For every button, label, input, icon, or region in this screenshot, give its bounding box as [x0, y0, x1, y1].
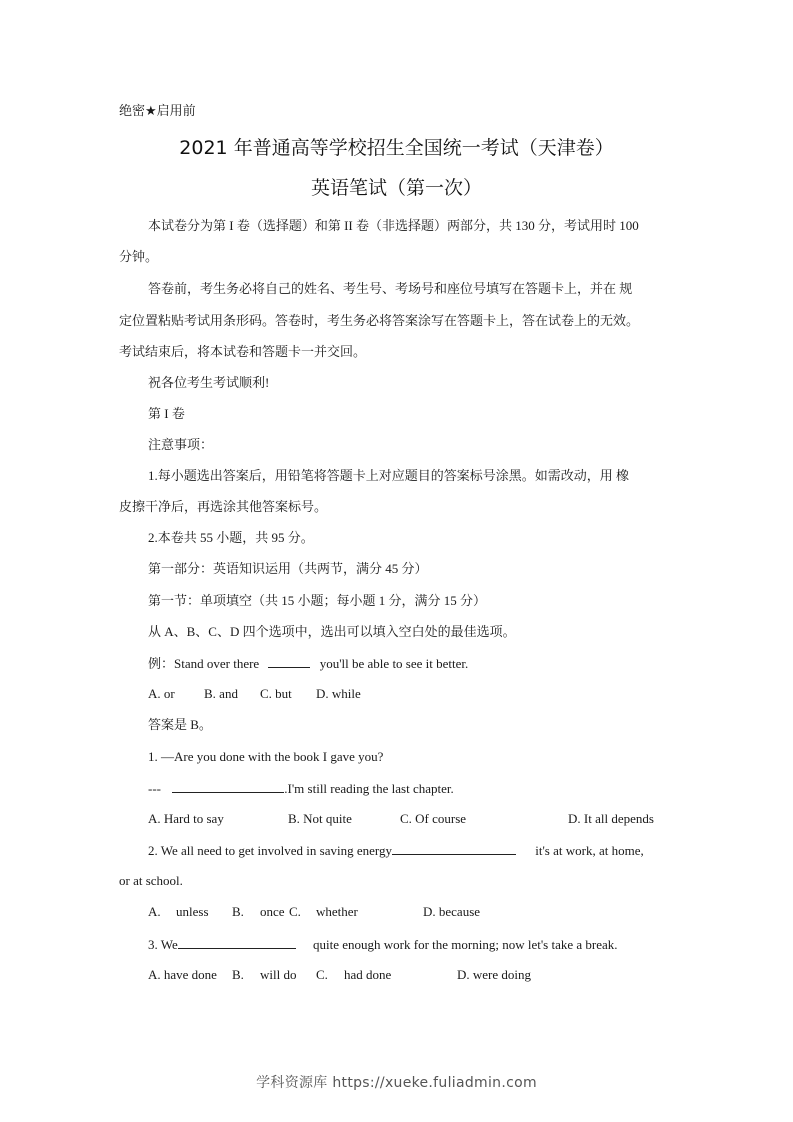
volume-heading: 第 I 卷 — [148, 406, 185, 421]
notice-heading: 注意事项： — [148, 437, 214, 452]
question-1-blank — [172, 780, 284, 793]
question-2-option-c-text: whether — [316, 904, 358, 919]
question-3-option-c-letter: C. — [316, 967, 328, 982]
question-2-option-c-letter: C. — [289, 904, 301, 919]
example-options — [0, 686, 793, 702]
example-option-a: A. or — [148, 686, 175, 701]
notice-item-1-line-1: 1.每小题选出答案后，用铅笔将答题卡上对应题目的答案标号涂黑。如需改动，用 橡 — [148, 468, 630, 483]
question-2-line-2: or at school. — [119, 873, 183, 888]
question-2-option-a-letter: A. — [148, 904, 161, 919]
question-1-option-c: C. Of course — [400, 811, 467, 826]
page-subtitle: 英语笔试（第一次） — [310, 177, 482, 199]
example-option-c: C. but — [260, 686, 292, 701]
intro-paragraph-2-line-3: 考试结束后，将本试卷和答题卡一并交回。 — [119, 344, 367, 359]
question-3-prefix: 3. We — [148, 937, 178, 952]
question-2-option-d: D. because — [423, 904, 481, 919]
question-3-line-1 — [148, 936, 618, 953]
example-option-b: B. and — [204, 686, 238, 701]
question-3-option-b-letter: B. — [232, 967, 244, 982]
example-answer: 答案是 B。 — [148, 717, 212, 732]
example-prefix: 例：Stand over there — [148, 656, 260, 671]
section-1-heading: 第一节：单项填空（共 15 小题；每小题 1 分，满分 15 分） — [148, 593, 487, 608]
intro-paragraph-2-line-2: 定位置粘贴考试用条形码。答卷时，考生务必将答案涂写在答题卡上，答在试卷上的无效。 — [119, 313, 640, 328]
intro-paragraph-2-line-1: 答卷前，考生务必将自己的姓名、考生号、考场号和座位号填写在答题卡上，并在 规 — [148, 281, 633, 296]
question-2-option-a-text: unless — [176, 904, 209, 919]
question-3-options — [0, 967, 793, 983]
question-1-line-1: 1. —Are you done with the book I gave you? — [148, 749, 384, 764]
question-2-option-b-letter: B. — [232, 904, 244, 919]
question-2-suffix: it's at work, at home, — [535, 843, 644, 858]
intro-paragraph-1-line-2: 分钟。 — [119, 249, 159, 264]
example-question — [148, 655, 468, 672]
question-1-dashes: --- — [148, 781, 161, 796]
question-2-line-1 — [148, 842, 644, 859]
notice-item-2: 2.本卷共 55 小题，共 95 分。 — [148, 530, 314, 545]
example-blank — [268, 655, 310, 668]
question-1-options — [0, 811, 793, 827]
question-1-option-b: B. Not quite — [288, 811, 352, 826]
question-1-suffix: .I'm still reading the last chapter. — [284, 781, 454, 796]
question-2-options — [0, 904, 793, 920]
intro-paragraph-1-line-1: 本试卷分为第 I 卷（选择题）和第 II 卷（非选择题）两部分，共 130 分，考试用时 100 — [148, 218, 639, 233]
page-title: 2021 年普通高等学校招生全国统一考试（天津卷） — [179, 137, 614, 159]
notice-item-1-line-2: 皮擦干净后，再选涂其他答案标号。 — [119, 499, 328, 514]
instruction-text: 从 A、B、C、D 四个选项中，选出可以填入空白处的最佳选项。 — [148, 624, 516, 639]
question-2-option-b-text: once — [260, 904, 285, 919]
question-3-blank — [178, 936, 296, 949]
part-1-heading: 第一部分：英语知识运用（共两节，满分 45 分） — [148, 561, 428, 576]
question-1-line-2 — [148, 780, 454, 797]
question-3-option-c-text: had done — [344, 967, 392, 982]
secret-label: 绝密★启用前 — [119, 104, 196, 119]
question-1-option-d: D. It all depends — [568, 811, 654, 826]
example-option-d: D. while — [316, 686, 361, 701]
question-3-option-d: D. were doing — [457, 967, 532, 982]
example-suffix: you'll be able to see it better. — [319, 656, 469, 671]
wish-text: 祝各位考生考试顺利! — [148, 375, 270, 390]
question-2-prefix: 2. We all need to get involved in saving energy — [148, 843, 392, 858]
question-1-option-a: A. Hard to say — [148, 811, 224, 826]
question-3-option-a: A. have done — [148, 967, 217, 982]
question-3-suffix: quite enough work for the morning; now let's take a break. — [313, 937, 618, 952]
footer-watermark: 学科资源库 https://xueke.fuliadmin.com — [256, 1075, 537, 1091]
question-3-option-b-text: will do — [260, 967, 297, 982]
question-2-blank — [392, 842, 516, 855]
